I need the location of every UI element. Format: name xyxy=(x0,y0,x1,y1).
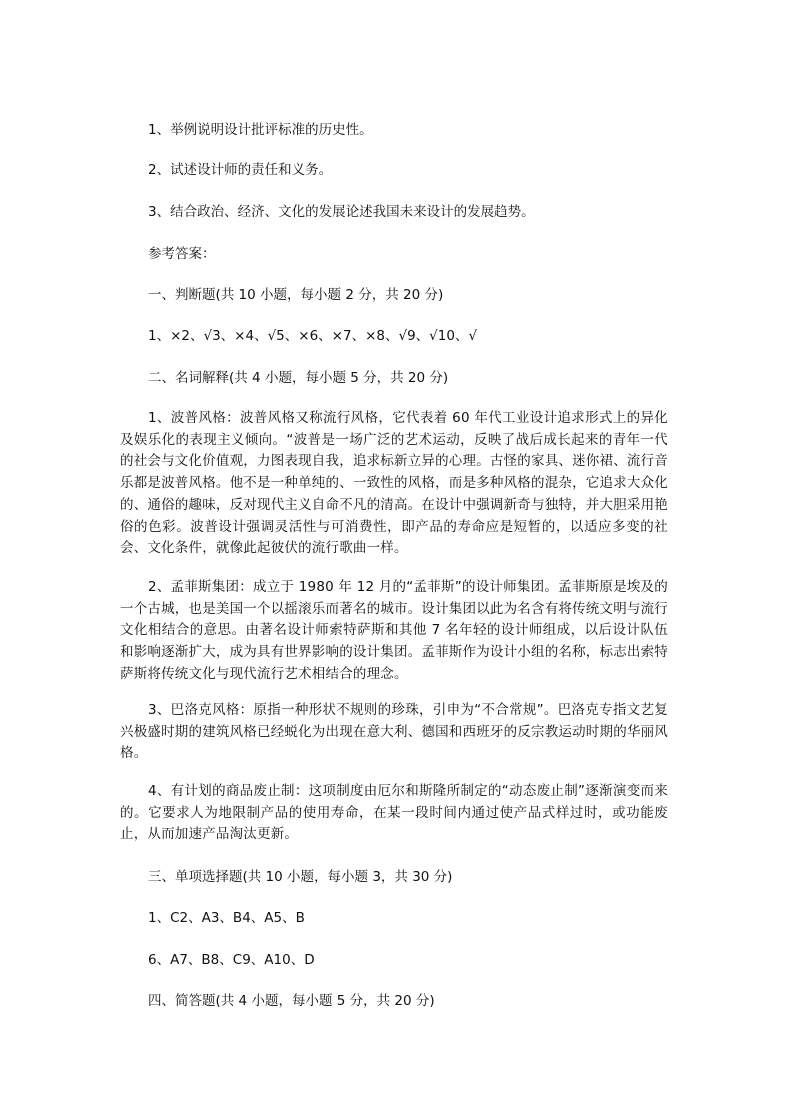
section-3-answers-line-2: 6、A7、B8、C9、A10、D xyxy=(148,952,315,968)
question-3: 3、结合政治、经济、文化的发展论述我国未来设计的发展趋势。 xyxy=(148,204,535,220)
section-4-title: 四、简答题(共 4 小题，每小题 5 分，共 20 分) xyxy=(148,993,435,1009)
section-3-title: 三、单项选择题(共 10 小题，每小题 3，共 30 分) xyxy=(148,869,453,885)
section-1-answers: 1、×2、√3、×4、√5、×6、×7、×8、√9、√10、√ xyxy=(148,328,478,344)
question-2: 2、试述设计师的责任和义务。 xyxy=(148,162,333,178)
section-3-answers-line-1: 1、C2、A3、B4、A5、B xyxy=(148,910,305,926)
answers-heading: 参考答案： xyxy=(148,246,216,262)
term-pop-style: 1、波普风格：波普风格又称流行风格，它代表着 60 年代工业设计追求形式上的异化及娱乐化的表现主义倾向。“波普是一场广泛的艺术运动，反映了战后成长起来的青年一代的社会与文化价值观，力图表现自我，追求标新立异的心理。古怪的家具、迷你裙、流行音乐都是波普风格。他不是一种单纯的、一致性的风格，而是多种风格的混杂，它追求大众化的、通俗的趣味，反对现代主义自命不凡的清高。在设计中强调新奇与独特，并大胆采用艳俗的色彩。波普设计强调灵活性与可消费性，即产品的寿命应是短暂的，以适应多变的社会、文化条件，就像此起彼伏的流行歌曲一样。 xyxy=(120,410,668,557)
section-1-title: 一、判断题(共 10 小题，每小题 2 分，共 20 分) xyxy=(148,287,444,303)
question-1: 1、举例说明设计批评标准的历史性。 xyxy=(148,122,373,138)
term-memphis-group: 2、孟菲斯集团：成立于 1980 年 12 月的“孟菲斯”的设计师集团。孟菲斯原是埃及的一个古城，也是美国一个以摇滚乐而著名的城市。设计集团以此为名含有将传统文明与流行文化相结合的意思。由著名设计师索特萨斯和其他 7 名年轻的设计师组成，以后设计队伍和影响逐渐扩大，成为具有世界影响的设计集团。孟菲斯作为设计小组的名称，标志出索特萨斯将传统文化与现代流行艺术相结合的理念。 xyxy=(120,579,668,682)
section-2-title: 二、名词解释(共 4 小题，每小题 5 分，共 20 分) xyxy=(148,370,449,386)
term-baroque-style: 3、巴洛克风格：原指一种形状不规则的珍珠，引申为“不合常规”。巴洛克专指文艺复兴极盛时期的建筑风格已经蜕化为出现在意大利、德国和西班牙的反宗教运动时期的华丽风格。 xyxy=(120,702,668,762)
term-planned-obsolescence: 4、有计划的商品废止制：这项制度由厄尔和斯隆所制定的“动态废止制”逐渐演变而来的。它要求人为地限制产品的使用寿命，在某一段时间内通过使产品式样过时，或功能废止，从而加速产品淘汰更新。 xyxy=(120,783,668,843)
